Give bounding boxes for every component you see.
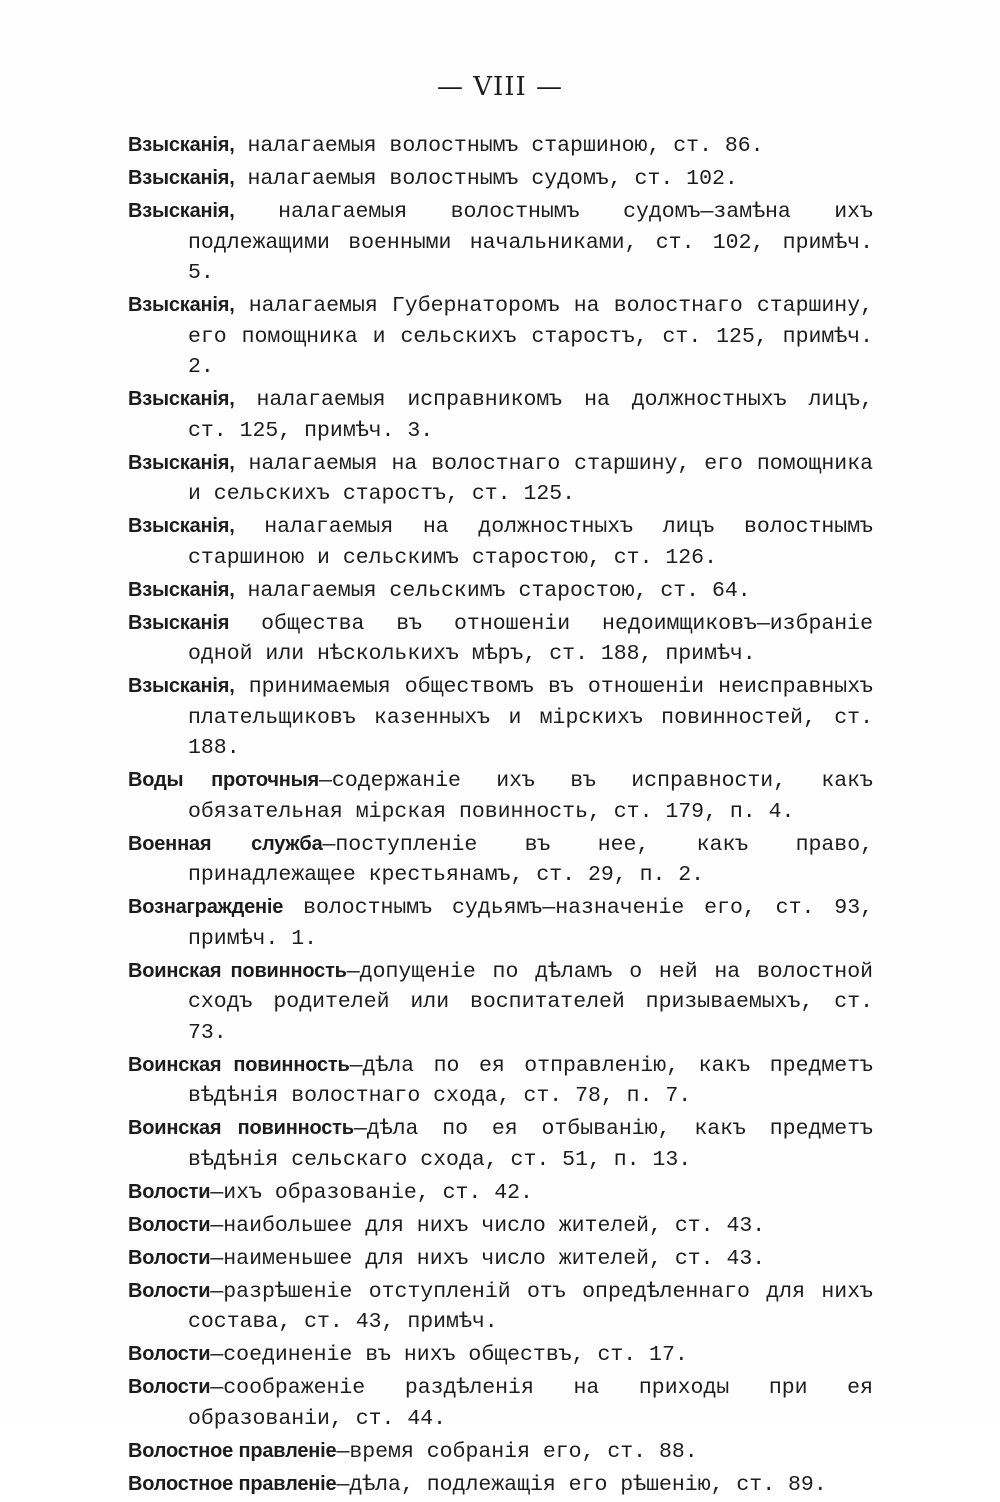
entry-heading: Волости bbox=[128, 1376, 211, 1398]
entry-text: —наибольшее для нихъ число жителей, ст. 43. bbox=[210, 1213, 766, 1238]
entry-text: принимаемыя обществомъ въ отношеніи неисправныхъ плательщиковъ казенныхъ и мірскихъ повинностей, ст. 188. bbox=[188, 675, 873, 760]
entry-text: волостнымъ судьямъ—назначеніе его, ст. 93, примѣч. 1. bbox=[188, 896, 873, 951]
entry-heading: Взысканія, bbox=[128, 515, 235, 537]
entry-heading: Взысканія, bbox=[128, 167, 235, 189]
entry-heading: Воинская повинность bbox=[128, 1053, 350, 1076]
index-entry bbox=[128, 1177, 873, 1209]
entry-text: —наименьшее для нихъ число жителей, ст. 43. bbox=[210, 1246, 766, 1271]
entry-heading: Взысканія, bbox=[128, 578, 235, 601]
entry-heading: Волости bbox=[128, 1246, 211, 1269]
index-entry bbox=[128, 1243, 873, 1275]
entry-heading: Волостное правленіе bbox=[128, 1439, 337, 1462]
entry-text: налагаемыя исправникомъ на должностныхъ лицъ, ст. 125, примѣч. 3. bbox=[188, 388, 873, 443]
index-entry bbox=[128, 163, 873, 195]
index-entry bbox=[128, 671, 873, 764]
entry-heading: Волости bbox=[128, 1213, 211, 1236]
index-entry bbox=[128, 1210, 873, 1242]
index-entry bbox=[128, 892, 873, 954]
index-entry bbox=[128, 1339, 873, 1371]
index-entry bbox=[128, 130, 873, 162]
entry-text: —дѣла, подлежащія его рѣшенію, ст. 89. bbox=[336, 1472, 827, 1497]
entry-text: налагаемыя волостнымъ судомъ, ст. 102. bbox=[234, 167, 738, 191]
entry-heading: Взысканія, bbox=[128, 134, 235, 156]
entry-heading: Вознагражденіе bbox=[128, 896, 284, 918]
entry-text: налагаемыя волостнымъ судомъ—замѣна ихъ подлежащими военными начальниками, ст. 102, примѣч. 5. bbox=[188, 200, 873, 285]
page-number: — VIII — bbox=[436, 72, 564, 102]
entry-text: —содержаніе ихъ въ исправности, какъ обязательная мірская повинность, ст. 179, п. 4. bbox=[188, 769, 873, 824]
index-entry bbox=[128, 608, 873, 670]
entry-heading: Взысканія, bbox=[128, 451, 235, 474]
entry-heading: Военная служба bbox=[128, 832, 323, 855]
entry-text: —ихъ образованіе, ст. 42. bbox=[210, 1180, 533, 1205]
entry-text: налагаемыя на должностныхъ лицъ волостнымъ старшиною и сельскимъ старостою, ст. 126. bbox=[188, 515, 873, 570]
entry-text: —поступленіе въ нее, какъ право, принадлежащее крестьянамъ, ст. 29, п. 2. bbox=[188, 832, 873, 887]
entry-heading: Воинская повинность bbox=[128, 1117, 354, 1139]
index-entry bbox=[128, 1469, 873, 1501]
index-entry bbox=[128, 290, 873, 383]
index-entry bbox=[128, 448, 873, 510]
entry-heading: Взысканія, bbox=[128, 675, 235, 697]
index-entry bbox=[128, 196, 873, 289]
entry-heading: Взысканія bbox=[128, 611, 230, 634]
entry-heading: Взысканія, bbox=[128, 294, 235, 316]
entry-text: налагаемыя на волостнаго старшину, его помощника и сельскихъ старостъ, ст. 125. bbox=[188, 451, 873, 506]
entry-text: налагаемыя волостнымъ старшиною, ст. 86. bbox=[234, 134, 764, 158]
entry-text: —соображеніе раздѣленія на приходы при ея образованіи, ст. 44. bbox=[188, 1376, 873, 1431]
entry-text: —разрѣшеніе отступленій отъ опредѣленнаго для нихъ состава, ст. 43, примѣч. bbox=[188, 1279, 873, 1334]
entry-heading: Волости bbox=[128, 1343, 211, 1365]
index-entry bbox=[128, 1113, 873, 1175]
entry-text: —время собранія его, ст. 88. bbox=[336, 1439, 698, 1464]
entry-text: —соединеніе въ нихъ обществъ, ст. 17. bbox=[210, 1343, 688, 1367]
entry-text: —дѣла по ея отбыванію, какъ предметъ вѣдѣнія сельскаго схода, ст. 51, п. 13. bbox=[188, 1117, 873, 1172]
entry-heading: Взысканія, bbox=[128, 200, 235, 222]
index-entry bbox=[128, 765, 873, 827]
index-entry bbox=[128, 1436, 873, 1468]
index-entry bbox=[128, 956, 873, 1049]
entry-heading: Волости bbox=[128, 1180, 211, 1203]
entry-heading: Волости bbox=[128, 1279, 211, 1302]
index-entry bbox=[128, 1276, 873, 1338]
entry-heading: Воинская повинность bbox=[128, 959, 347, 982]
index-entry bbox=[128, 384, 873, 446]
entry-text: налагаемыя Губернаторомъ на волостнаго старшину, его помощника и сельскихъ старостъ, ст. 125, примѣч. 2. bbox=[188, 294, 873, 379]
entry-text: —дѣла по ея отправленію, какъ предметъ вѣдѣнія волостнаго схода, ст. 78, п. 7. bbox=[188, 1053, 873, 1108]
index-entry bbox=[128, 829, 873, 891]
entry-heading: Взысканія, bbox=[128, 388, 235, 410]
entry-heading: Волостное правленіе bbox=[128, 1472, 337, 1495]
index-entry bbox=[128, 1372, 873, 1434]
entry-text: общества въ отношеніи недоимщиковъ—избраніе одной или нѣсколькихъ мѣръ, ст. 188, примѣч. bbox=[188, 611, 873, 666]
index-entry bbox=[128, 1050, 873, 1112]
entry-text: налагаемыя сельскимъ старостою, ст. 64. bbox=[234, 578, 751, 603]
index-entry bbox=[128, 511, 873, 573]
index-entry bbox=[128, 575, 873, 607]
entry-heading: Воды проточныя bbox=[128, 769, 320, 791]
entry-text: —допущеніе по дѣламъ о ней на волостной сходъ родителей или воспитателей призываемыхъ, ст. 73. bbox=[188, 959, 873, 1045]
index-entries bbox=[128, 130, 873, 1502]
